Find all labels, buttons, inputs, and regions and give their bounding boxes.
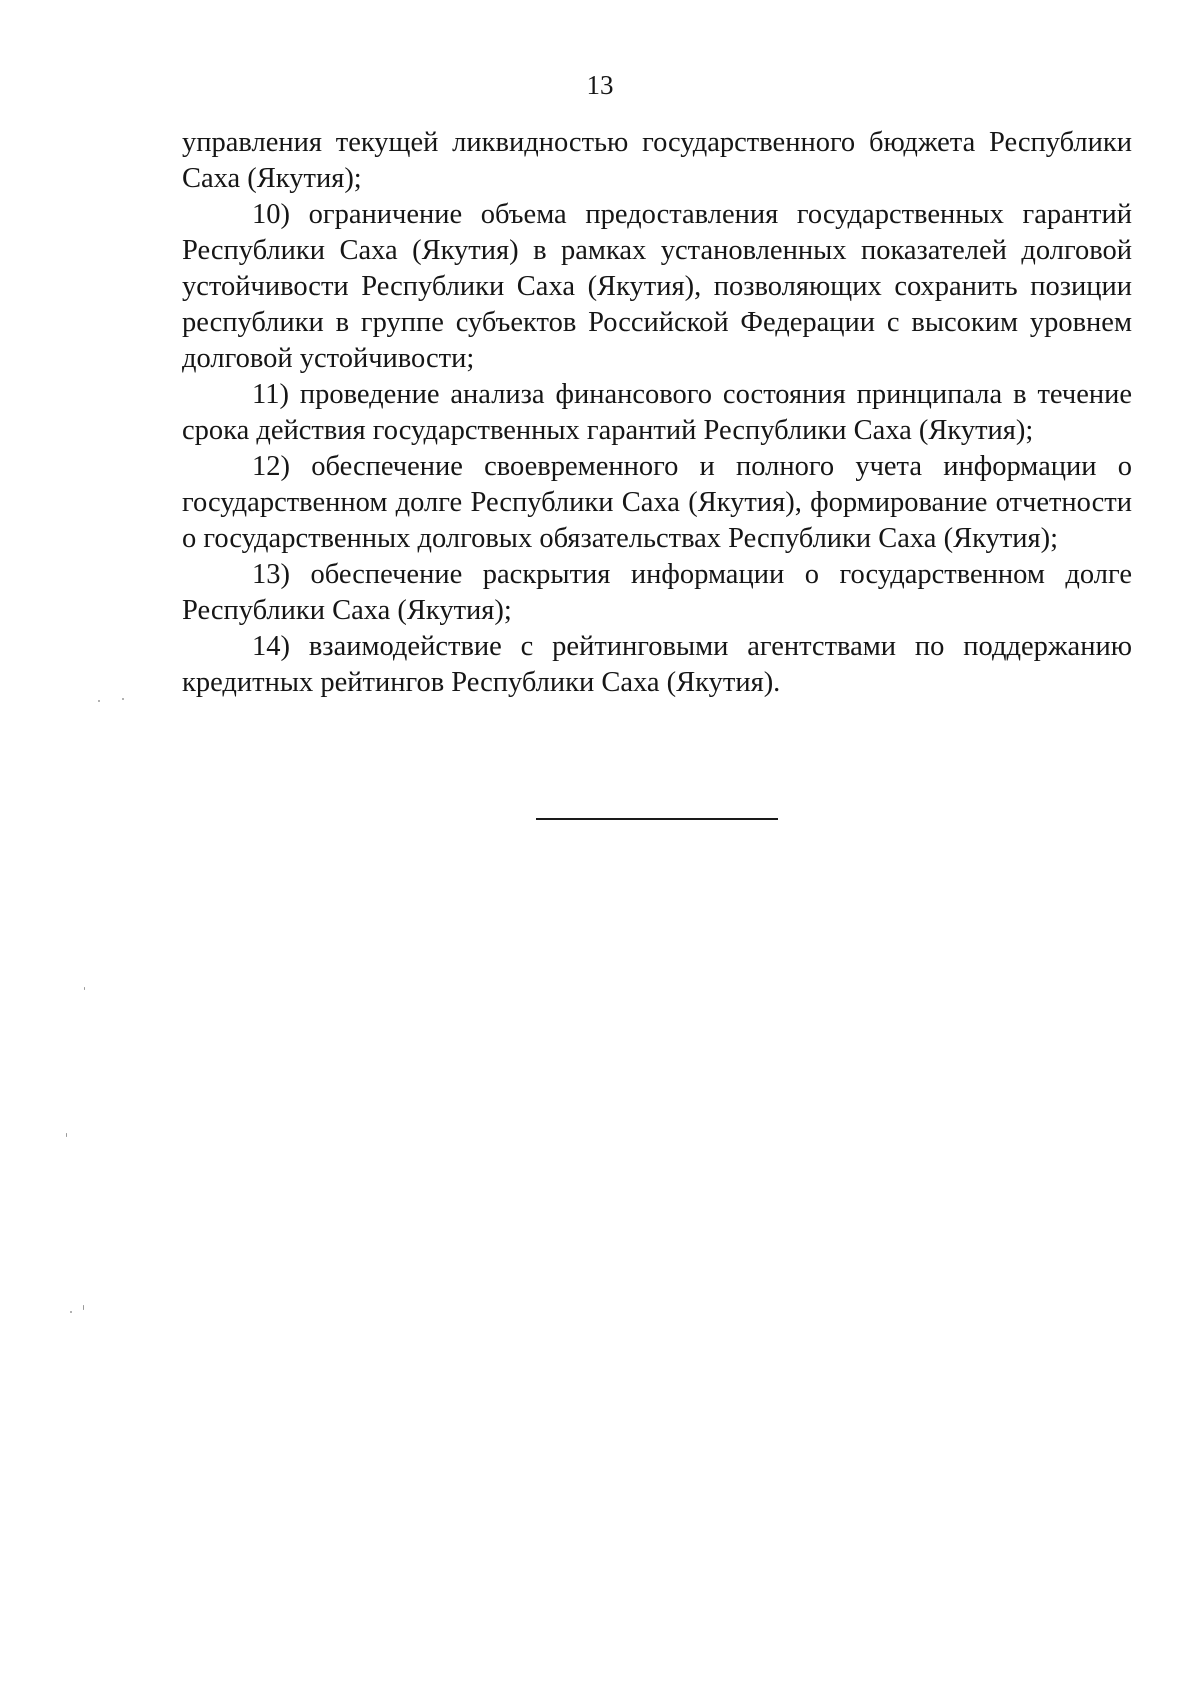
paragraph-continuation: управления текущей ликвидностью государственного бюджета Республики Саха (Якутия); [182,127,1132,194]
scan-speck [84,987,85,990]
paragraph-item-12: 12) обеспечение своевременного и полного учета информации о государственном долге Республики Саха (Якутия), формирование отчетности о государственных долговых обязательствах Республики Саха (Якутия); [182,451,1132,554]
paragraph-item-14: 14) взаимодействие с рейтинговыми агентствами по поддержанию кредитных рейтингов Республики Саха (Якутия). [182,631,1132,698]
scan-speck [70,1311,72,1313]
page-number: 13 [586,70,614,100]
scan-speck [122,698,124,700]
end-of-text-rule [536,818,778,820]
paragraph-item-10: 10) ограничение объема предоставления государственных гарантий Республики Саха (Якутия) в рамках установленных показателей долговой устойчивости Республики Саха (Якутия), позволяющих сохранить позиции республики в группе субъектов Российской Федерации с высоким уровнем долговой устойчивости; [182,199,1132,374]
scan-speck [98,700,100,702]
body-text [182,125,1132,701]
scan-speck [83,1305,84,1310]
scan-speck [66,1133,67,1137]
paragraph-item-13: 13) обеспечение раскрытия информации о государственном долге Республики Саха (Якутия); [182,559,1132,626]
paragraph-item-11: 11) проведение анализа финансового состояния принципала в течение срока действия государственных гарантий Республики Саха (Якутия); [182,379,1132,446]
